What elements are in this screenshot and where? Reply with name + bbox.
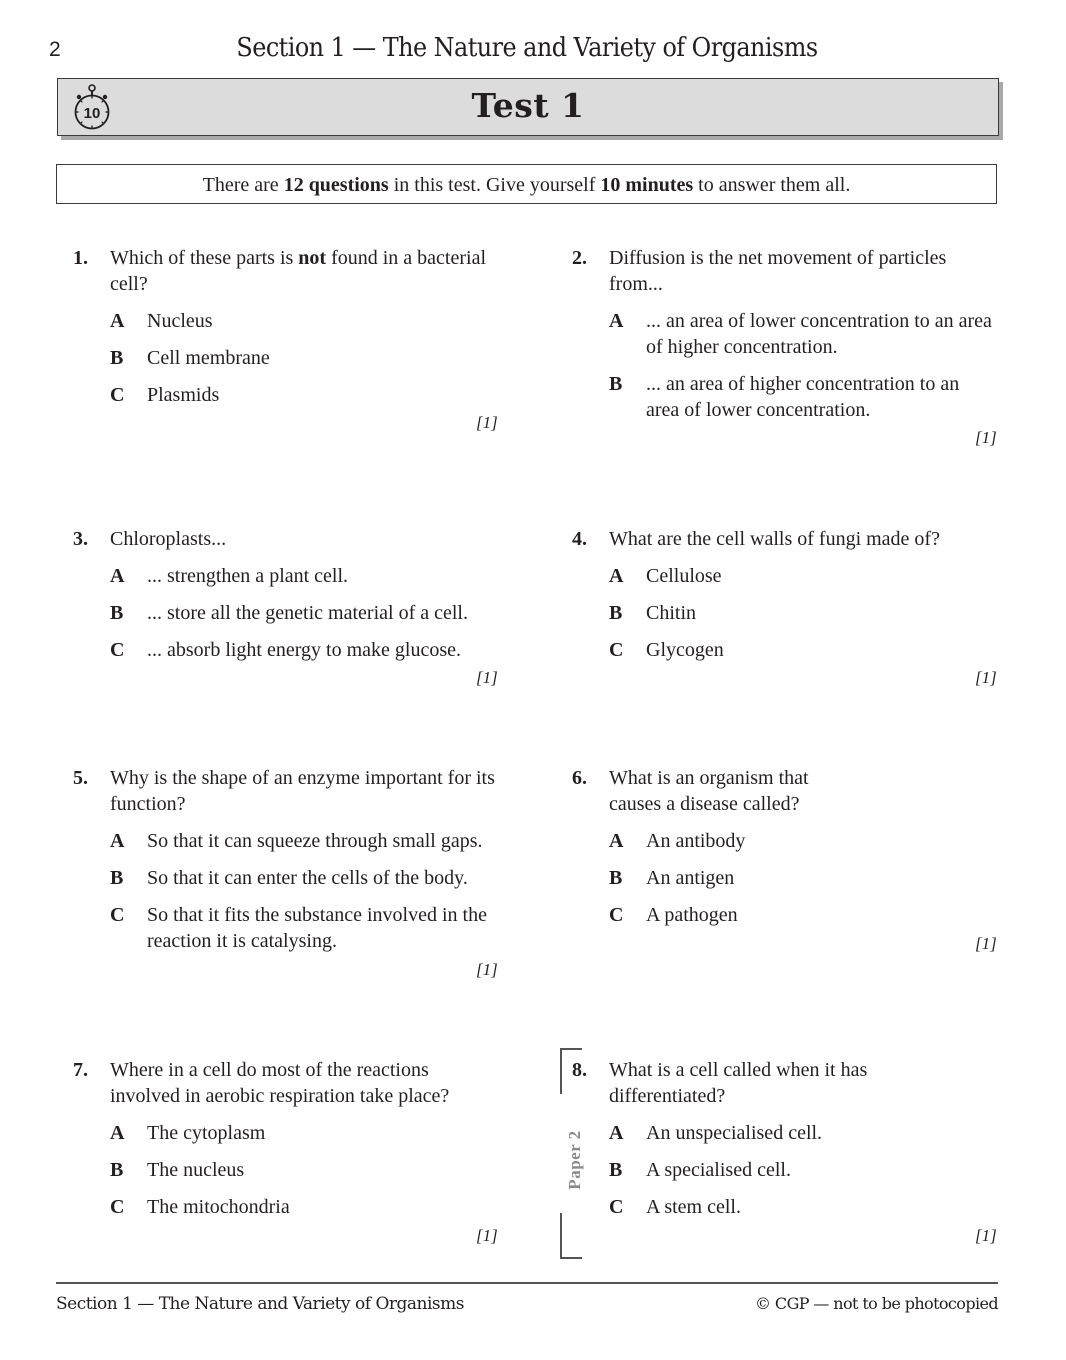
answer-option-c[interactable]: C ... absorb light energy to make glucose. <box>110 639 462 661</box>
answer-option-a[interactable]: A The cytoplasm <box>110 1122 266 1144</box>
time-limit: 10 minutes <box>600 174 694 196</box>
question-number: 4. <box>572 528 587 550</box>
marks-label: [1] <box>975 934 997 953</box>
answer-option-b[interactable]: B ... an area of higher concentration to an area of lower concentration. <box>609 373 960 421</box>
instructions-text: to answer them all. <box>693 174 851 196</box>
marks-label: [1] <box>975 1226 997 1245</box>
question-text: Why is the shape of an enzyme important for its function? <box>110 767 495 815</box>
question-3 <box>58 526 498 674</box>
marks-label: [1] <box>476 1226 498 1245</box>
answer-option-c[interactable]: C Glycogen <box>609 639 724 661</box>
question-number: 5. <box>73 767 88 789</box>
paper-tab-bracket-top <box>560 1048 582 1050</box>
marks-label: [1] <box>476 668 498 687</box>
answer-option-a[interactable]: A An unspecialised cell. <box>609 1122 823 1144</box>
answer-option-b[interactable]: B Cell membrane <box>110 347 270 369</box>
instructions-text: There are <box>202 174 284 196</box>
question-6 <box>557 765 857 939</box>
answer-option-a[interactable]: A So that it can squeeze through small gaps. <box>110 830 483 852</box>
footer-divider <box>56 1282 998 1284</box>
footer-section-title: Section 1 — The Nature and Variety of Organisms <box>56 1294 464 1314</box>
question-number: 3. <box>73 528 88 550</box>
answer-option-a[interactable]: A An antibody <box>609 830 746 852</box>
question-number: 8. <box>572 1059 587 1081</box>
question-7 <box>58 1057 498 1231</box>
paper-tab-bracket-bottom <box>560 1257 582 1259</box>
answer-option-c[interactable]: C The mitochondria <box>110 1196 290 1218</box>
answer-option-c[interactable]: C A pathogen <box>609 904 738 926</box>
question-text: Which of these parts is not found in a bacterial cell? <box>110 247 487 295</box>
question-number: 2. <box>572 247 587 269</box>
question-number: 6. <box>572 767 587 789</box>
instructions-box <box>56 164 997 204</box>
answer-option-c[interactable]: C A stem cell. <box>609 1196 741 1218</box>
question-1 <box>58 245 498 419</box>
answer-option-b[interactable]: B An antigen <box>609 867 735 889</box>
answer-option-c[interactable]: C Plasmids <box>110 384 220 406</box>
footer-copyright: © CGP — not to be photocopied <box>755 1294 998 1313</box>
marks-label: [1] <box>476 413 498 432</box>
answer-option-b[interactable]: B ... store all the genetic material of a cell. <box>110 602 468 624</box>
question-number: 1. <box>73 247 88 269</box>
paper-tab-label: Paper 2 <box>565 1130 584 1190</box>
page-number: 2 <box>49 38 61 61</box>
question-text: What is a cell called when it has differentiated? <box>609 1059 868 1107</box>
paper-tab-bracket-top <box>560 1048 562 1094</box>
answer-option-b[interactable]: B The nucleus <box>110 1159 245 1181</box>
question-2 <box>557 245 997 434</box>
question-text: Diffusion is the net movement of particles from... <box>609 247 947 295</box>
answer-option-b[interactable]: B So that it can enter the cells of the body. <box>110 867 468 889</box>
marks-label: [1] <box>975 668 997 687</box>
answer-option-b[interactable]: B A specialised cell. <box>609 1159 791 1181</box>
question-text: Chloroplasts... <box>110 528 227 550</box>
instructions-text: in this test. Give yourself <box>388 174 601 196</box>
section-title: Section 1 — The Nature and Variety of Organisms <box>236 33 818 63</box>
svg-text:10: 10 <box>83 105 101 122</box>
question-text: What are the cell walls of fungi made of? <box>609 528 940 550</box>
marks-label: [1] <box>975 428 997 447</box>
question-count: 12 questions <box>283 174 389 196</box>
test-title: Test 1 <box>471 86 585 125</box>
question-4 <box>557 526 997 674</box>
question-number: 7. <box>73 1059 88 1081</box>
answer-option-a[interactable]: A Nucleus <box>110 310 213 332</box>
paper-tab-bracket-bottom <box>560 1213 562 1258</box>
question-text: What is an organism that causes a disease called? <box>609 767 809 815</box>
answer-option-a[interactable]: A ... strengthen a plant cell. <box>110 565 349 587</box>
answer-option-c[interactable]: C So that it fits the substance involved in the reaction it is catalysing. <box>110 904 487 952</box>
question-text: Where in a cell do most of the reactions involved in aerobic respiration take place? <box>110 1059 450 1107</box>
answer-option-a[interactable]: A ... an area of lower concentration to an area of higher concentration. <box>609 310 992 358</box>
question-5 <box>58 765 498 965</box>
answer-option-a[interactable]: A Cellulose <box>609 565 722 587</box>
test-banner <box>57 78 999 136</box>
question-8 <box>557 1057 887 1231</box>
marks-label: [1] <box>476 960 498 979</box>
answer-option-b[interactable]: B Chitin <box>609 602 697 624</box>
